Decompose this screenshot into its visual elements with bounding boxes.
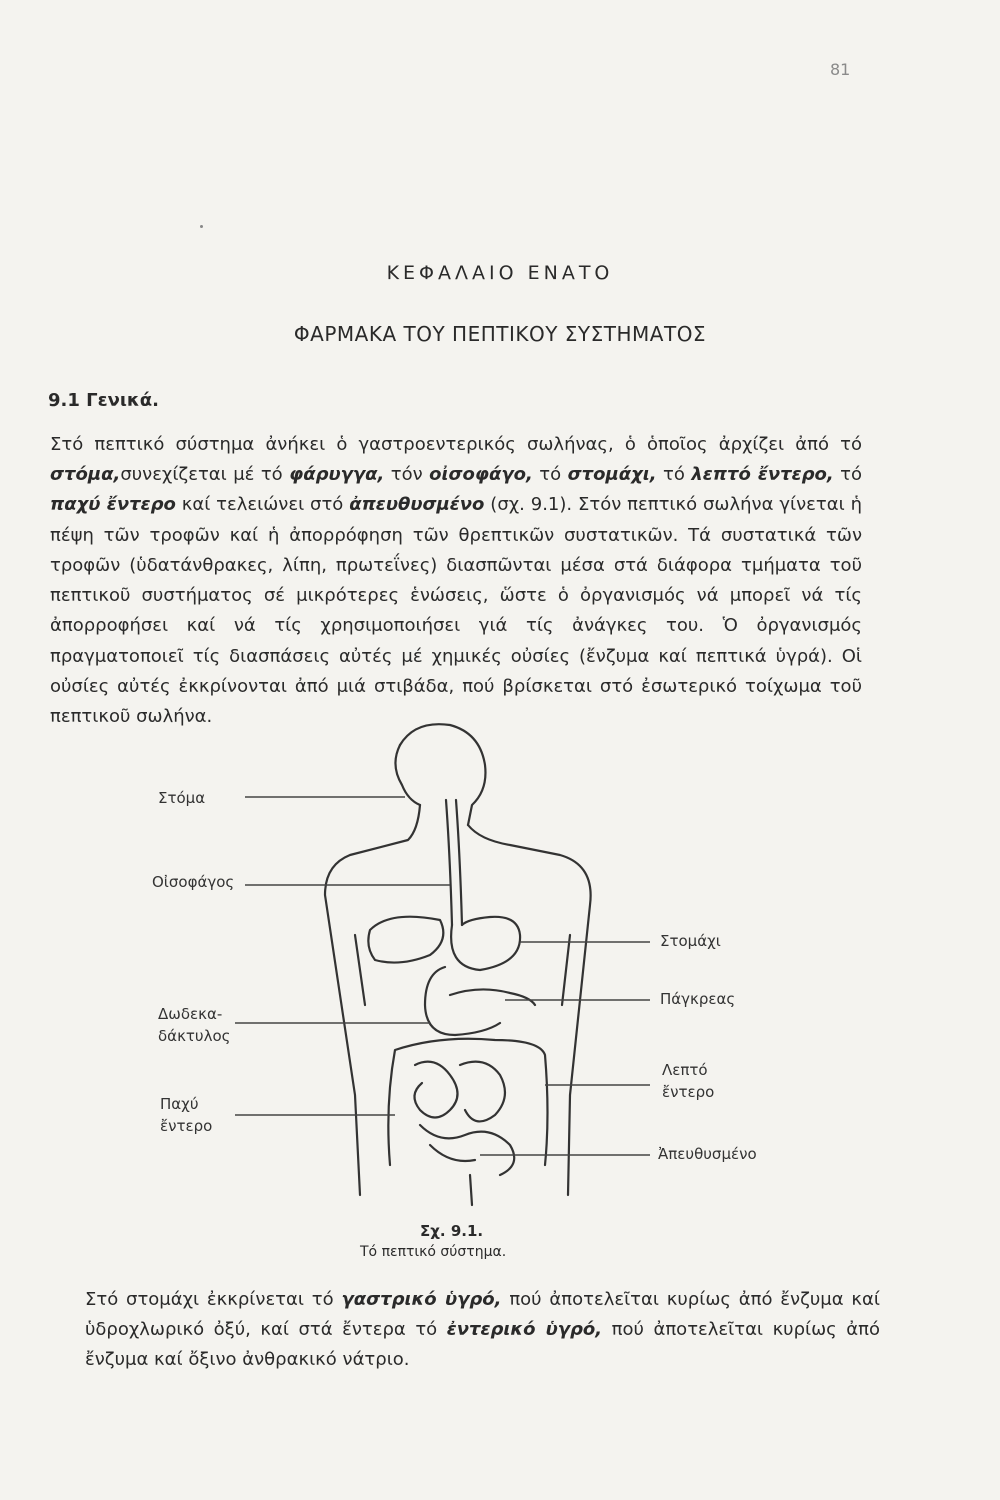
figure-caption-number: Σχ. 9.1. <box>420 1222 484 1240</box>
label-pancreas: Πάγκρεας <box>660 990 736 1008</box>
chapter-heading: ΚΕΦΑΛΑΙΟ ΕΝΑΤΟ <box>386 262 614 284</box>
label-rectum: Ἀπευθυσμένο <box>658 1145 757 1163</box>
digestive-system-illustration <box>150 705 810 1215</box>
speck <box>200 225 203 228</box>
chapter-title: ΦΑΡΜΑΚΑ ΤΟΥ ΠΕΠΤΙΚΟΥ ΣΥΣΤΗΜΑΤΟΣ <box>293 322 707 346</box>
label-small-intestine: Λεπτό <box>662 1061 708 1079</box>
label-duodenum-2: δάκτυλος <box>158 1027 231 1045</box>
label-small-intestine-2: ἔντερο <box>662 1083 715 1101</box>
section-heading: 9.1 Γενικά. <box>48 390 159 411</box>
paragraph-gastric: Στό στομάχι ἐκκρίνεται τό γαστρικό ὑγρό, πού ἀποτελεῖται κυρίως ἀπό ἔνζυμα καί ὑδροχλωρικό ὀξύ, καί στά ἔντερα τό ἐντερικό ὑγρό, πού ἀποτελεῖται κυρίως ἀπό ἔνζυμα καί ὄξινο ἀνθρακικό νάτριο. <box>85 1289 881 1371</box>
paragraph-intro: Στό πεπτικό σύστημα ἀνήκει ὁ γαστροεντερικός σωλήνας, ὁ ὁποῖος ἀρχίζει ἀπό τό στόμα,συνεχίζεται μέ τό φάρυγγα, τόν οἰσοφάγο, τό στομάχι, τό λεπτό ἔντερο, τό παχύ ἔντερο καί τελειώνει στό ἀπευθυσμένο (σχ. 9.1). Στόν πεπτικό σωλήνα γίνεται ἡ πέψη τῶν τροφῶν καί ἡ ἀπορρόφηση τῶν θρεπτικῶν συστατικῶν. Τά συστατικά τῶν τροφῶν (ὑδατάνθρακες, λίπη, πρωτεΐνες) διασπῶνται μέσα στά διάφορα τμήματα τοῦ πεπτικοῦ συστήματος σέ μικρότερες ἑνώσεις, ὥστε ὁ ὀργανισμός νά μπορεῖ νά τίς ἀπορροφήσει καί νά τίς χρησιμοποιήσει γιά τίς ἀνάγκες του. Ὁ ὀργανισμός πραγματοποιεῖ τίς διασπάσεις αὐτές μέ χημικές οὐσίες (ἔνζυμα καί πεπτικά ὑγρά). Οἱ οὐσίες αὐτές ἐκκρίνονται ἀπό μιά στιβάδα, πού βρίσκεται στό ἐσωτερικό τοίχωμα τοῦ πεπτικοῦ σωλήνα. <box>50 434 863 728</box>
label-esophagus: Οἰσοφάγος <box>152 873 235 891</box>
page-number: 81 <box>830 60 851 79</box>
label-stomach: Στομάχι <box>660 932 721 950</box>
label-large-intestine: Παχύ <box>160 1095 199 1113</box>
label-mouth: Στόμα <box>158 789 206 807</box>
digestive-system-figure <box>150 705 810 1215</box>
label-duodenum: Δωδεκα- <box>158 1005 223 1023</box>
label-large-intestine-2: ἔντερο <box>160 1117 213 1135</box>
figure-caption-text: Τό πεπτικό σύστημα. <box>360 1244 507 1260</box>
